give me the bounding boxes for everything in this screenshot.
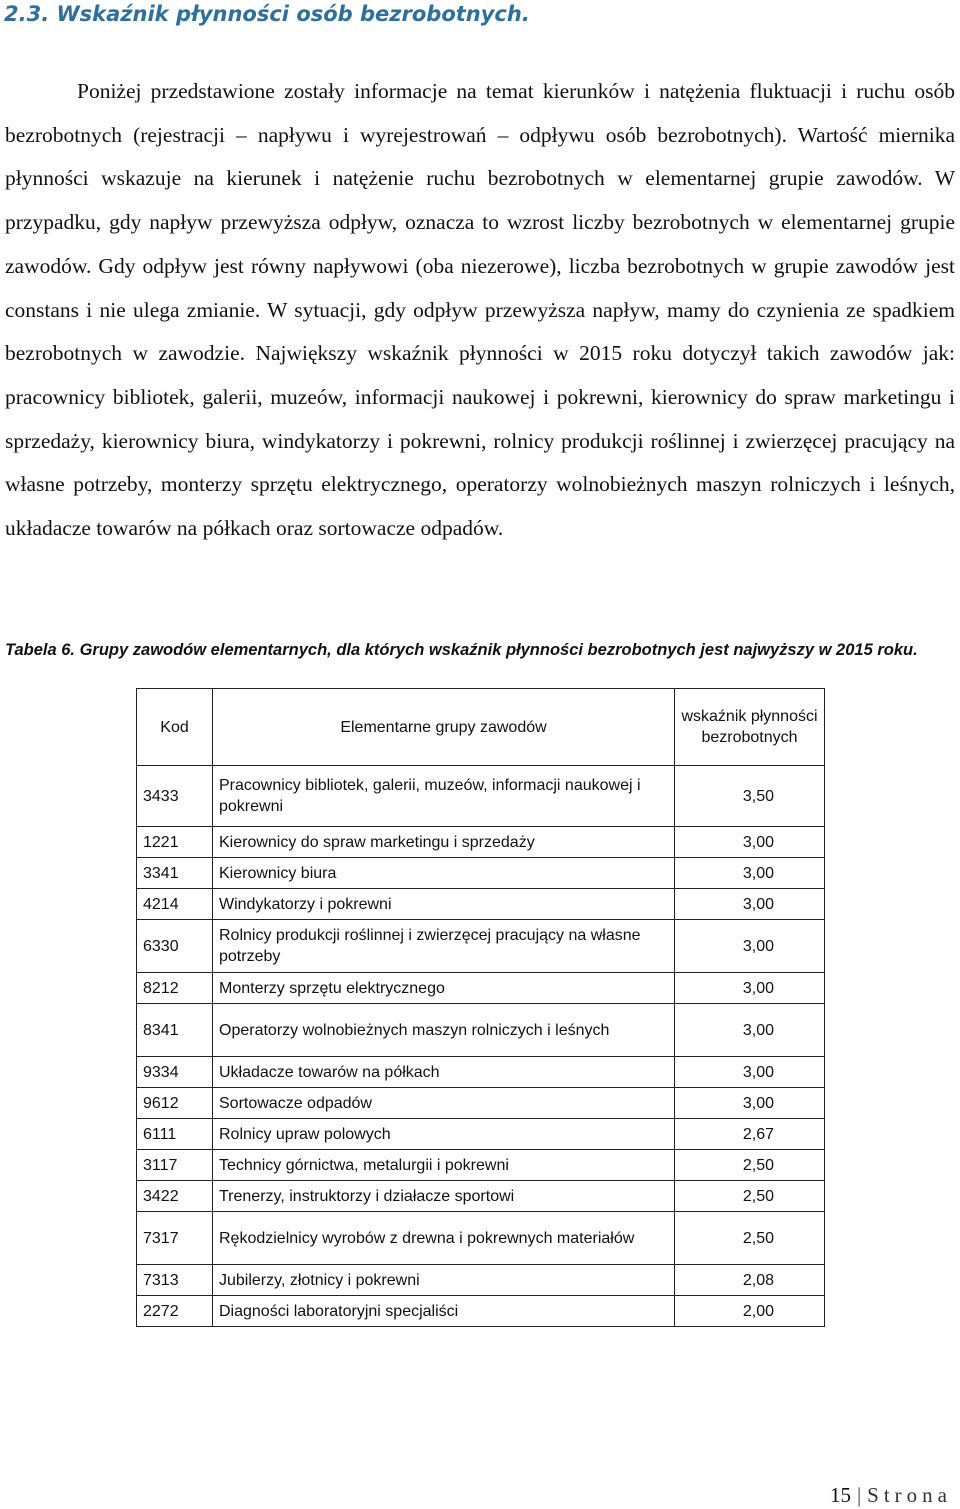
table-row — [137, 920, 825, 973]
cell-value: 3,00 — [675, 827, 825, 858]
table-row — [137, 1057, 825, 1088]
table-row — [137, 858, 825, 889]
table-row — [137, 1119, 825, 1150]
cell-value: 2,50 — [675, 1181, 825, 1212]
table-row — [137, 1265, 825, 1296]
cell-occupation: Monterzy sprzętu elektrycznego — [213, 973, 675, 1004]
cell-code: 7317 — [137, 1212, 213, 1265]
cell-occupation: Diagności laboratoryjni specjaliści — [213, 1296, 675, 1327]
footer-separator: | — [856, 1483, 862, 1507]
cell-value: 2,08 — [675, 1265, 825, 1296]
cell-value: 3,00 — [675, 889, 825, 920]
cell-occupation: Rękodzielnicy wyrobów z drewna i pokrewnych materiałów — [213, 1212, 675, 1265]
cell-code: 6330 — [137, 920, 213, 973]
cell-code: 6111 — [137, 1119, 213, 1150]
cell-value: 3,00 — [675, 973, 825, 1004]
body-paragraph: Poniżej przedstawione zostały informacje na temat kierunków i natężenia fluktuacji i ruchu osób bezrobotnych (rejestracji – napływu i wyrejestrowań – odpływu osób bezrobotnych). Wartość miernika płynności wskazuje na kierunek i natężenie ruchu bezrobotnych w elementarnej grupie zawodów. W przypadku, gdy napływ przewyższa odpływ, oznacza to wzrost liczby bezrobotnych w elementarnej grupie zawodów. Gdy odpływ jest równy napływowi (oba niezerowe), liczba bezrobotnych w grupie zawodów jest constans i nie ulega zmianie. W sytuacji, gdy odpływ przewyższa napływ, mamy do czynienia ze spadkiem bezrobotnych w zawodzie. Największy wskaźnik płynności w 2015 roku dotyczył takich zawodów jak: pracownicy bibliotek, galerii, muzeów, informacji naukowej i pokrewni, kierownicy do spraw marketingu i sprzedaży, kierownicy biura, windykatorzy i pokrewni, rolnicy produkcji roślinnej i zwierzęcej pracujący na własne potrzeby, monterzy sprzętu elektrycznego, operatorzy wolnobieżnych maszyn rolniczych i leśnych, układacze towarów na półkach oraz sortowacze odpadów. — [5, 79, 955, 541]
cell-occupation: Rolnicy upraw polowych — [213, 1119, 675, 1150]
cell-code: 7313 — [137, 1265, 213, 1296]
cell-code: 3433 — [137, 766, 213, 827]
cell-value: 3,50 — [675, 766, 825, 827]
cell-code: 9334 — [137, 1057, 213, 1088]
cell-occupation: Trenerzy, instruktorzy i działacze sportowi — [213, 1181, 675, 1212]
cell-value: 2,00 — [675, 1296, 825, 1327]
table-row — [137, 766, 825, 827]
cell-value: 3,00 — [675, 1057, 825, 1088]
cell-code: 8212 — [137, 973, 213, 1004]
cell-code: 4214 — [137, 889, 213, 920]
cell-occupation: Windykatorzy i pokrewni — [213, 889, 675, 920]
page-footer — [830, 1483, 952, 1508]
cell-code: 2272 — [137, 1296, 213, 1327]
cell-occupation: Operatorzy wolnobieżnych maszyn rolniczych i leśnych — [213, 1004, 675, 1057]
table-caption: Tabela 6. Grupy zawodów elementarnych, dla których wskaźnik płynności bezrobotnych jest najwyższy w 2015 roku. — [5, 641, 918, 659]
cell-code: 8341 — [137, 1004, 213, 1057]
cell-code: 1221 — [137, 827, 213, 858]
table-row — [137, 827, 825, 858]
cell-occupation: Sortowacze odpadów — [213, 1088, 675, 1119]
table-row — [137, 1181, 825, 1212]
cell-value: 2,50 — [675, 1150, 825, 1181]
header-code: Kod — [137, 689, 213, 766]
page-word: Strona — [867, 1483, 952, 1507]
table-row — [137, 973, 825, 1004]
table-row — [137, 1212, 825, 1265]
section-heading: 2.3. Wskaźnik płynności osób bezrobotnych. — [4, 2, 530, 26]
cell-occupation: Pracownicy bibliotek, galerii, muzeów, informacji naukowej i pokrewni — [213, 766, 675, 827]
cell-value: 2,50 — [675, 1212, 825, 1265]
header-liquidity-index: wskaźnik płynności bezrobotnych — [675, 689, 825, 766]
table-row — [137, 1296, 825, 1327]
header-occupation-group: Elementarne grupy zawodów — [213, 689, 675, 766]
cell-occupation: Rolnicy produkcji roślinnej i zwierzęcej pracujący na własne potrzeby — [213, 920, 675, 973]
occupations-table — [136, 688, 825, 1327]
cell-occupation: Jubilerzy, złotnicy i pokrewni — [213, 1265, 675, 1296]
page-number: 15 — [829, 1483, 851, 1507]
cell-value: 3,00 — [675, 1004, 825, 1057]
cell-value: 3,00 — [675, 920, 825, 973]
cell-occupation: Kierownicy biura — [213, 858, 675, 889]
cell-value: 3,00 — [675, 1088, 825, 1119]
cell-code: 3117 — [137, 1150, 213, 1181]
cell-occupation: Kierownicy do spraw marketingu i sprzedaży — [213, 827, 675, 858]
cell-value: 2,67 — [675, 1119, 825, 1150]
cell-code: 3341 — [137, 858, 213, 889]
table-header-row — [137, 689, 825, 766]
table-row — [137, 1088, 825, 1119]
cell-value: 3,00 — [675, 858, 825, 889]
table-row — [137, 889, 825, 920]
cell-occupation: Układacze towarów na półkach — [213, 1057, 675, 1088]
table-row — [137, 1004, 825, 1057]
cell-code: 9612 — [137, 1088, 213, 1119]
cell-code: 3422 — [137, 1181, 213, 1212]
cell-occupation: Technicy górnictwa, metalurgii i pokrewni — [213, 1150, 675, 1181]
table-row — [137, 1150, 825, 1181]
